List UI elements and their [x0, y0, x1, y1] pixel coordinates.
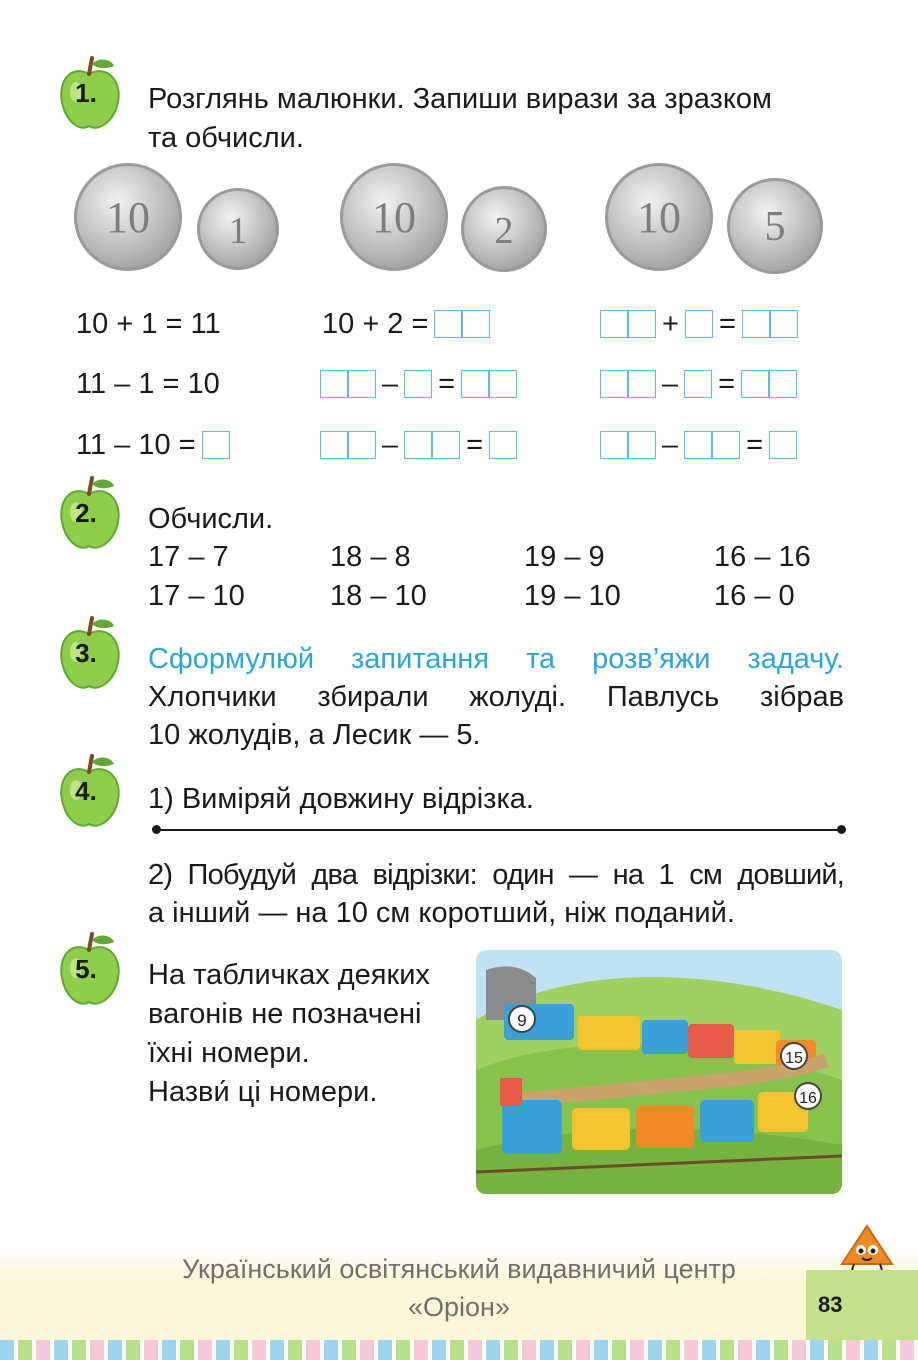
answer-box[interactable]	[461, 370, 517, 398]
segment-endpoint	[837, 825, 846, 834]
task-4-part2-line2: а інший — на 10 см коротший, ніж поданий.	[148, 897, 735, 929]
task-4-apple-icon	[58, 752, 120, 830]
task-1-apple-icon	[58, 54, 120, 132]
task-2-expr: 18 – 8	[330, 541, 411, 573]
task-4-part1: 1) Виміряй довжину відрізка.	[148, 783, 534, 815]
answer-box[interactable]	[600, 370, 656, 398]
task-3-problem-line1: Хлопчики збирали жолуді. Павлусь зібрав	[148, 681, 844, 713]
coin-value: 10	[637, 193, 681, 242]
footer-decor-strip	[0, 1340, 918, 1360]
wagon-label: 9	[517, 1011, 527, 1030]
answer-box[interactable]	[489, 431, 517, 459]
answer-box[interactable]	[685, 310, 713, 338]
task-5-line: вагонів не позначені	[148, 998, 422, 1030]
publisher-line1: Український освітянський видавничий центр	[182, 1254, 736, 1284]
coin-value: 10	[106, 193, 150, 242]
task-3-instruction: Сформулюй запитання та розв’яжи задачу.	[148, 643, 844, 675]
equation-2-2: – =	[320, 365, 517, 403]
task-5-number: 5.	[75, 954, 97, 984]
task-2-expr: 17 – 7	[148, 541, 229, 573]
answer-box[interactable]	[742, 310, 798, 338]
task-2-expr: 16 – 0	[714, 580, 795, 612]
example-equation-2: 11 – 1 = 10	[76, 368, 220, 400]
coin-value: 10	[372, 193, 416, 242]
task-4-part2-line1: 2) Побудуй два відрізки: один — на 1 см довший,	[148, 859, 844, 891]
coin-2-hryvnia-icon	[461, 186, 547, 272]
coin-value: 2	[494, 210, 514, 252]
task-3-apple-icon	[58, 614, 120, 692]
task-4-number: 4.	[75, 776, 97, 806]
wagon-label: 16	[799, 1090, 817, 1107]
mascot-icon	[840, 1224, 894, 1270]
equation-3-1: + =	[600, 305, 798, 343]
equation-3-2: – =	[600, 365, 797, 403]
task-2-expr: 18 – 10	[330, 580, 427, 612]
answer-box[interactable]	[320, 370, 376, 398]
task-5-line: Назви́ ці номери.	[148, 1076, 378, 1108]
publisher-line2: «Оріон»	[408, 1292, 510, 1322]
answer-box[interactable]	[320, 431, 376, 459]
answer-box[interactable]	[600, 310, 656, 338]
answer-box[interactable]	[684, 370, 712, 398]
task-2-apple-icon	[58, 474, 120, 552]
task-2-number: 2.	[75, 498, 97, 528]
task-2-title: Обчисли.	[148, 503, 274, 535]
task-5-line: їхні номери.	[148, 1037, 310, 1069]
answer-box[interactable]	[434, 310, 490, 338]
example-equation-1: 10 + 1 = 11	[76, 308, 221, 340]
answer-box[interactable]	[741, 370, 797, 398]
task-1-instruction-line1: Розглянь малюнки. Запиши вирази за зразком	[148, 83, 772, 115]
task-2-expr: 17 – 10	[148, 580, 245, 612]
task-3-number: 3.	[75, 638, 97, 668]
task-2-expr: 19 – 9	[524, 541, 605, 573]
coin-10-hryvnia-icon	[74, 163, 182, 271]
segment-endpoint	[152, 825, 161, 834]
answer-box[interactable]	[684, 431, 740, 459]
equation-2-1: 10 + 2 =	[322, 305, 490, 343]
equation-3-3: – =	[600, 426, 797, 464]
task-1-number: 1.	[75, 78, 97, 108]
wagon-label: 15	[785, 1050, 803, 1067]
answer-box[interactable]	[404, 370, 432, 398]
task-2-expr: 16 – 16	[714, 541, 811, 573]
task-2-expr: 19 – 10	[524, 580, 621, 612]
answer-box[interactable]	[600, 431, 656, 459]
coin-1-hryvnia-icon	[197, 188, 279, 270]
answer-box[interactable]	[769, 431, 797, 459]
task-1-instruction-line2: та обчисли.	[148, 122, 304, 154]
task-5-apple-icon	[58, 930, 120, 1008]
answer-box[interactable]	[202, 431, 230, 459]
measure-segment	[156, 829, 842, 831]
task-3-problem-line2: 10 жолудів, а Лесик — 5.	[148, 719, 481, 751]
answer-box[interactable]	[404, 431, 460, 459]
coin-10-hryvnia-icon	[605, 163, 713, 271]
coin-value: 1	[228, 210, 248, 252]
coin-5-hryvnia-icon	[727, 178, 823, 274]
coin-10-hryvnia-icon	[340, 163, 448, 271]
train-illustration	[476, 950, 842, 1194]
example-equation-3: 11 – 10 =	[76, 426, 230, 464]
equation-2-3: – =	[320, 426, 517, 464]
page-number: 83	[818, 1292, 843, 1317]
coin-value: 5	[764, 204, 786, 250]
task-5-line: На табличках деяких	[148, 959, 430, 991]
